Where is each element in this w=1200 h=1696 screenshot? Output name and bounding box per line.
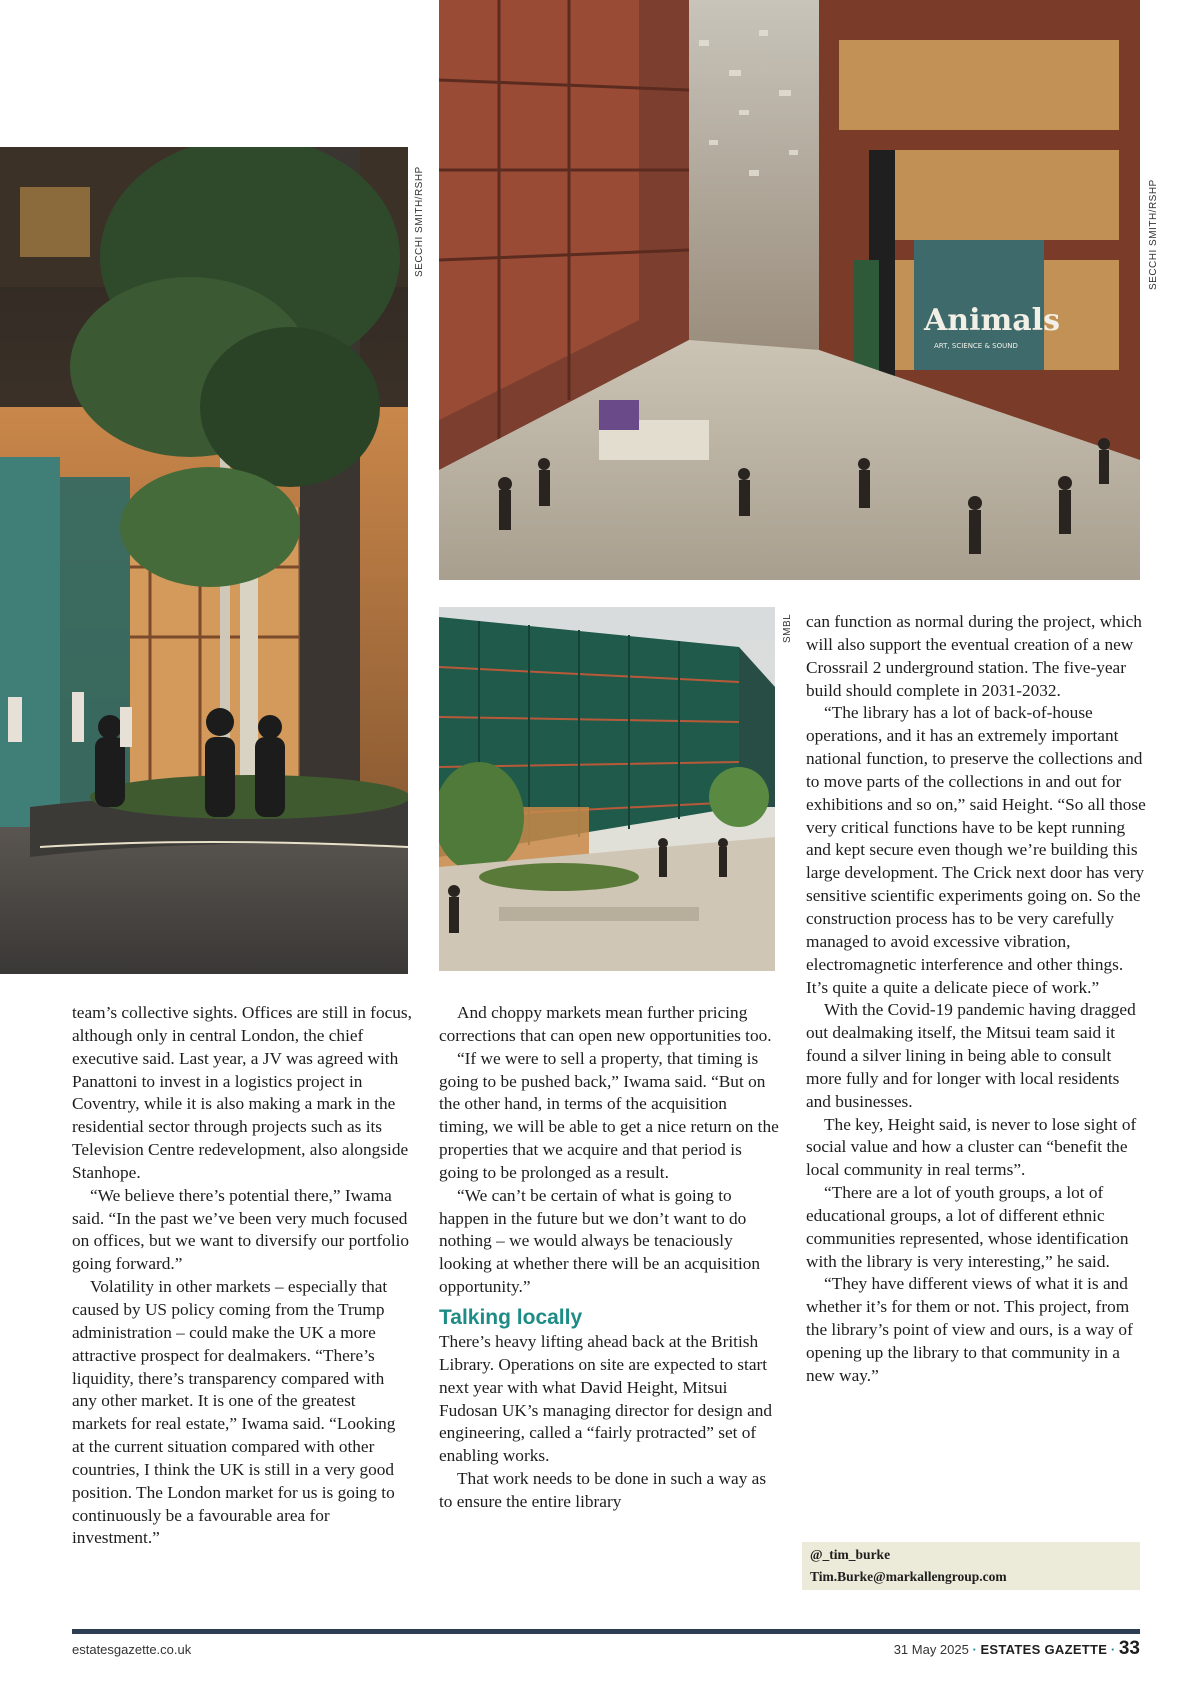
animals-banner-title: Animals: [924, 303, 1060, 338]
animals-banner-subtitle: ART, SCIENCE & SOUND: [934, 342, 1018, 350]
middle-photo-credit: SMBL: [782, 613, 793, 643]
column-2: [439, 1002, 779, 1514]
col1-paragraph: “We believe there’s potential there,” Iwama said. “In the past we’ve been very much focused on offices, but we want to diversify our portfolio going forward.”: [72, 1185, 410, 1274]
top-photo: [439, 0, 1140, 580]
col2-paragraph: That work needs to be done in such a way as to ensure the entire library: [439, 1469, 767, 1511]
author-email[interactable]: Tim.Burke@markallengroup.com: [810, 1569, 1007, 1584]
left-photo: [0, 147, 408, 974]
middle-photo: [439, 607, 775, 971]
subheading-talking-locally: Talking locally: [439, 1305, 583, 1329]
footer-masthead: ESTATES GAZETTE: [980, 1642, 1108, 1657]
col3-paragraph: “There are a lot of youth groups, a lot of educational groups, a lot of different ethnic communities represented, whose identification with the library is very interesting,” he said.: [806, 1183, 1129, 1271]
column-3: [806, 611, 1146, 1388]
footer-separator: ·: [972, 1642, 977, 1657]
top-photo-credit: SECCHI SMITH/RSHP: [1148, 179, 1159, 290]
col2-paragraph: “We can’t be certain of what is going to happen in the future but we don’t want to do nothing – we would always be tenaciously looking at whether there will be an acquisition opportunity.”: [439, 1185, 761, 1297]
col1-paragraph: Volatility in other markets – especially that caused by US policy coming from the Trump administration – could make the UK a more attractive prospect for dealmakers. “There’s liquidity, there’s transparency compared with any other market. It is one of the greatest markets for real estate,” Iwama said. “Looking at the current situation compared with other countries, I think the UK is still in a very good position. The London market for us is going to continuously be a favourable area for investment.”: [72, 1277, 396, 1548]
left-photo-credit: SECCHI SMITH/RSHP: [414, 166, 425, 277]
footer-website[interactable]: estatesgazette.co.uk: [72, 1642, 192, 1657]
col3-paragraph: “They have different views of what it is and whether it’s for them or not. This project, from the library’s point of view and ours, is a way of opening up the library to that community in a new way.”: [806, 1274, 1133, 1385]
col3-paragraph: can function as normal during the project, which will also support the eventual creation of a new Crossrail 2 underground station. The five-year build should complete in 2031-2032.: [806, 612, 1142, 700]
top-photo-illustration: [439, 0, 1140, 580]
column-1: [72, 1002, 412, 1550]
left-photo-illustration: [0, 147, 408, 974]
col1-paragraph: team’s collective sights. Offices are still in focus, although only in central London, the chief executive said. Last year, a JV was agreed with Panattoni to invest in a logistics project in Coventry, while it is also making a mark in the residential sector through projects such as its Television Centre redevelopment, also alongside Stanhope.: [72, 1003, 412, 1182]
col3-paragraph: With the Covid-19 pandemic having dragged out dealmaking itself, the Mitsui team said it found a silver lining in being able to consult more fully and for longer with local residents and businesses.: [806, 1000, 1136, 1111]
page-number: 33: [1118, 1638, 1140, 1659]
footer-date: 31 May 2025: [893, 1642, 969, 1657]
author-contact-box: [802, 1542, 1140, 1590]
footer-issue-info: [894, 1638, 1140, 1660]
twitter-handle[interactable]: @_tim_burke: [810, 1547, 891, 1562]
col2-paragraph: “If we were to sell a property, that timing is going to be pushed back,” Iwama said. “But on the other hand, in terms of the acquisition timing, we will be able to get a nice return on the properties that we acquire and that period is going to be prolonged as a result.: [439, 1048, 779, 1182]
footer-separator: ·: [1110, 1642, 1116, 1657]
col2-paragraph: There’s heavy lifting ahead back at the British Library. Operations on site are expected to start next year with what David Height, Mitsui Fudosan UK’s managing director for design and engineering, called a “fairly protracted” set of enabling works.: [439, 1331, 773, 1466]
col3-paragraph: The key, Height said, is never to lose sight of social value and how a cluster can “benefit the local community in real terms”.: [806, 1114, 1137, 1180]
footer-rule: [72, 1629, 1140, 1634]
middle-photo-illustration: [439, 607, 775, 971]
col2-paragraph: And choppy markets mean further pricing corrections that can open new opportunities too.: [439, 1003, 772, 1045]
col3-paragraph: “The library has a lot of back-of-house operations, and it has an extremely important national function, to preserve the collections and to move parts of the collections in and out for exhibitions and so on,” said Height. “So all those very critical functions have to be kept running and kept secure even though we’re building this large development. The Crick next door has very sensitive scientific experiments going on. So the construction process has to be very carefully managed to avoid excessive vibration, electromagnetic interference and other things. It’s quite a quite a delicate piece of work.”: [806, 703, 1146, 997]
